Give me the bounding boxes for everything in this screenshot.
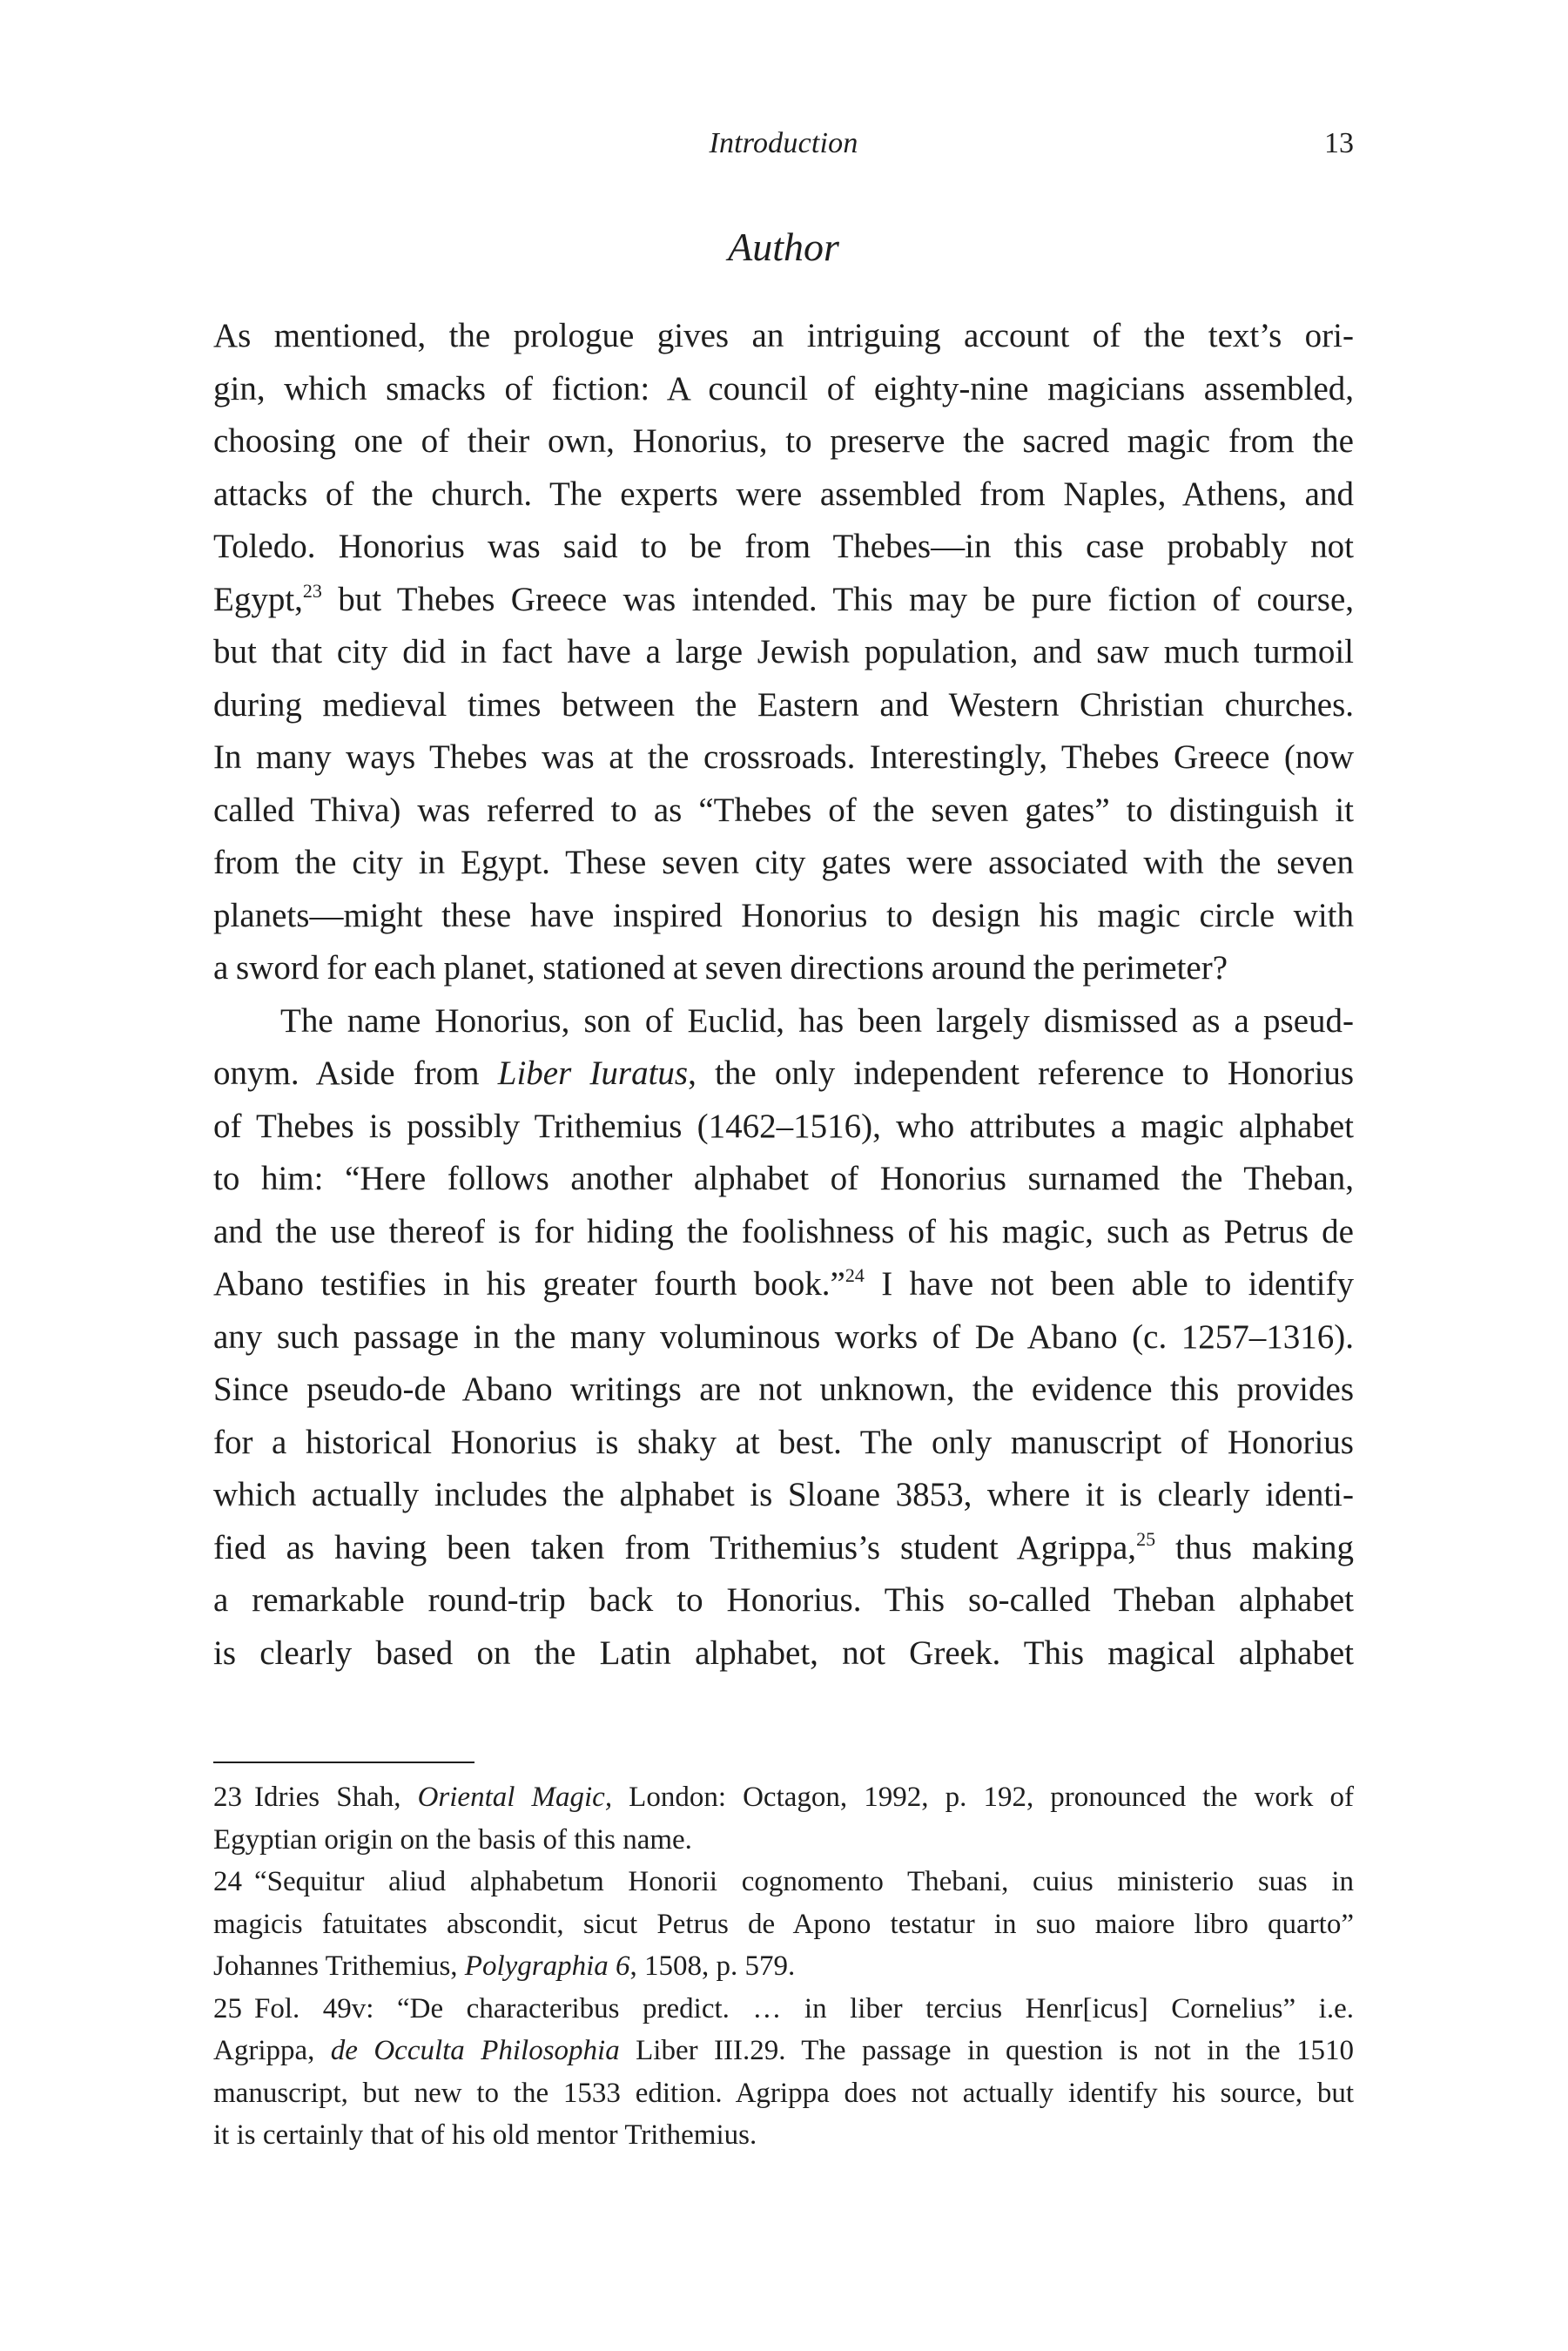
- footnote-number: 24: [213, 1866, 242, 1897]
- footnote-line-content: [213, 1819, 1354, 1862]
- text-run: to him: “Here follows another alphabet of Honorius surnamed the Theban,: [213, 1160, 1354, 1197]
- line-content: [213, 363, 1354, 416]
- text-run: attacks of the church. The experts were assembled from Naples, Athens, and: [213, 475, 1354, 513]
- text-run: Abano testifies in his greater fourth book.”: [213, 1265, 845, 1303]
- text-run: In many ways Thebes was at the crossroads. Interestingly, Thebes Greece (now: [213, 738, 1354, 776]
- text-run: which actually includes the alphabet is Sloane 3853, where it is clearly identi-: [213, 1476, 1354, 1513]
- text-run: magicis fatuitates abscondit, sicut Petrus de Apono testatur in suo maiore libro quarto”: [213, 1908, 1354, 1940]
- text-run: gin, which smacks of fiction: A council of eighty-nine magicians assembled,: [213, 369, 1354, 408]
- text-line: [213, 731, 1354, 785]
- text-line: [213, 1364, 1354, 1417]
- text-line: [213, 995, 1354, 1048]
- text-run: Egypt,: [213, 580, 303, 618]
- line-content: [213, 1627, 1354, 1681]
- text-line: [213, 837, 1354, 890]
- text-run: from the city in Egypt. These seven city gates were associated with the seven: [213, 844, 1354, 881]
- text-line: [213, 1469, 1354, 1522]
- footnote-reference[interactable]: 25: [1136, 1527, 1156, 1550]
- text-run: any such passage in the many voluminous works of De Abano (c. 1257–1316).: [213, 1317, 1354, 1356]
- text-line: [213, 679, 1354, 732]
- footnote-25: [213, 1988, 1354, 2157]
- italic-title: Oriental Magic,: [417, 1782, 613, 1813]
- text-line: [213, 310, 1354, 363]
- text-run: a sword for each planet, stationed at seven directions around the perimeter?: [213, 949, 1228, 987]
- text-run: thus making: [1155, 1528, 1354, 1566]
- footnote-line-content: [213, 2030, 1354, 2072]
- italic-title: de Occulta Philosophia: [330, 2035, 620, 2066]
- text-run: Liber III.29. The passage in question is not in the 1510: [619, 2035, 1355, 2066]
- line-content: [213, 1469, 1354, 1522]
- text-line: [213, 468, 1354, 522]
- footnote-separator-rule: [213, 1762, 474, 1763]
- footnote-line: [213, 1819, 1354, 1862]
- text-run: London: Octagon, 1992, p. 192, pronounced the work of: [612, 1782, 1354, 1813]
- line-content: [213, 731, 1354, 785]
- text-run: Toledo. Honorius was said to be from Thebes—in this case probably not: [213, 528, 1354, 565]
- text-line: [213, 785, 1354, 838]
- paragraph: [213, 995, 1354, 1681]
- text-run: for a historical Honorius is shaky at best. The only manuscript of Honorius: [213, 1423, 1354, 1461]
- text-run: Fol. 49v: “De characteribus predict. … in liber tercius Henr[icus] Cornelius” i.e.: [254, 1992, 1354, 2024]
- text-run: it is certainly that of his old mentor Trithemius.: [213, 2119, 757, 2151]
- footnote-24: [213, 1861, 1354, 1988]
- running-head: [213, 122, 1354, 165]
- text-line: [213, 1153, 1354, 1206]
- footnote-line-content: [213, 1988, 1354, 2031]
- running-head-title: Introduction: [709, 127, 858, 159]
- footnote-line: [213, 2114, 1354, 2157]
- section-heading: Author: [728, 225, 839, 269]
- text-run: fied as having been taken from Trithemius’s student Agrippa,: [213, 1528, 1137, 1566]
- text-line: [213, 1258, 1354, 1311]
- line-content: [213, 1153, 1354, 1206]
- footnote-line: [213, 1776, 1354, 1819]
- text-run: during medieval times between the Eastern and Western Christian churches.: [213, 685, 1354, 724]
- text-run: a remarkable round-trip back to Honorius. This so-called Theban alphabet: [213, 1581, 1354, 1619]
- footnote-line-content: [213, 2114, 1354, 2157]
- footnote-line-content: [213, 1903, 1354, 1946]
- page-number: 13: [1324, 127, 1354, 159]
- footnote-line: [213, 2072, 1354, 2115]
- line-content: [213, 785, 1354, 838]
- text-line: [213, 1048, 1354, 1101]
- line-content: [213, 1364, 1354, 1417]
- line-content: [213, 1101, 1354, 1154]
- line-content: [213, 415, 1354, 468]
- line-content: [213, 1258, 1354, 1311]
- footnotes: [213, 1776, 1354, 2157]
- paragraph: [213, 310, 1354, 995]
- text-run: The name Honorius, son of Euclid, has been largely dismissed as a pseud-: [280, 1001, 1354, 1040]
- footnote-line: [213, 1903, 1354, 1946]
- text-run: called Thiva) was referred to as “Thebes of the seven gates” to distinguish it: [213, 791, 1354, 829]
- text-run: is clearly based on the Latin alphabet, not Greek. This magical alphabet: [213, 1634, 1354, 1672]
- line-content: [213, 574, 1354, 627]
- italic-title: Polygraphia 6: [464, 1950, 630, 1982]
- text-line: [213, 415, 1354, 468]
- line-content: [213, 468, 1354, 522]
- text-line: [213, 1206, 1354, 1259]
- text-line: [213, 521, 1354, 574]
- footnote-line: [213, 1861, 1354, 1903]
- text-run: , the only independent reference to Honorius: [688, 1054, 1354, 1092]
- text-line: [213, 890, 1354, 943]
- text-line: [213, 626, 1354, 679]
- line-content: [213, 1574, 1354, 1627]
- text-run: Johannes Trithemius,: [213, 1950, 465, 1982]
- line-content: [280, 995, 1354, 1048]
- text-line: [213, 1522, 1354, 1575]
- footnote-line-content: [213, 1861, 1354, 1903]
- footnote-line: [213, 1988, 1354, 2031]
- italic-title: Liber Iuratus: [497, 1054, 689, 1092]
- text-run: As mentioned, the prologue gives an intriguing account of the text’s ori-: [213, 317, 1354, 354]
- text-line: [213, 942, 1354, 995]
- line-content: [213, 1311, 1354, 1364]
- line-content: [213, 626, 1354, 679]
- line-content: [213, 310, 1354, 363]
- text-run: of Thebes is possibly Trithemius (1462–1516), who attributes a magic alphabet: [213, 1107, 1354, 1145]
- line-content: [213, 942, 1354, 995]
- text-line: [213, 363, 1354, 416]
- footnote-line: [213, 1945, 1354, 1988]
- text-run: but that city did in fact have a large Jewish population, and saw much turmoil: [213, 633, 1354, 670]
- line-content: [213, 1522, 1354, 1575]
- footnote-number: 25: [213, 1992, 242, 2024]
- text-run: choosing one of their own, Honorius, to preserve the sacred magic from the: [213, 422, 1354, 460]
- line-content: [213, 837, 1354, 890]
- text-run: planets—might these have inspired Honorius to design his magic circle with: [213, 896, 1354, 934]
- line-content: [213, 679, 1354, 732]
- line-content: [213, 1417, 1354, 1470]
- line-content: [213, 1048, 1354, 1101]
- text-run: but Thebes Greece was intended. This may be pure fiction of course,: [321, 580, 1354, 618]
- footnote-line-content: [213, 1945, 1354, 1988]
- line-content: [213, 521, 1354, 574]
- footnote-reference[interactable]: 23: [302, 579, 322, 602]
- text-run: Egyptian origin on the basis of this name.: [213, 1823, 692, 1856]
- text-line: [213, 1627, 1354, 1681]
- footnote-line-content: [213, 2072, 1354, 2115]
- text-run: “Sequitur aliud alphabetum Honorii cognomento Thebani, cuius ministerio suas in: [254, 1866, 1354, 1897]
- footnote-line-content: [213, 1776, 1354, 1819]
- footnote-reference[interactable]: 24: [845, 1264, 865, 1286]
- text-line: [213, 1311, 1354, 1364]
- text-run: Idries Shah,: [254, 1782, 418, 1813]
- text-run: I have not been able to identify: [864, 1265, 1354, 1303]
- text-run: onym. Aside from: [213, 1054, 498, 1092]
- text-line: [213, 574, 1354, 627]
- line-content: [213, 1206, 1354, 1259]
- footnote-number: 23: [213, 1782, 242, 1813]
- text-line: [213, 1101, 1354, 1154]
- line-content: [213, 890, 1354, 943]
- footnote-23: [213, 1776, 1354, 1861]
- text-run: and the use thereof is for hiding the foolishness of his magic, such as Petrus de: [213, 1212, 1354, 1250]
- text-run: Since pseudo-de Abano writings are not unknown, the evidence this provides: [213, 1371, 1354, 1408]
- text-run: Agrippa,: [213, 2035, 331, 2066]
- text-run: manuscript, but new to the 1533 edition. Agrippa does not actually identify his source, but: [213, 2077, 1354, 2109]
- body-text: [213, 310, 1354, 1680]
- footnote-line: [213, 2030, 1354, 2072]
- text-line: [213, 1417, 1354, 1470]
- text-run: , 1508, p. 579.: [629, 1950, 796, 1982]
- text-line: [213, 1574, 1354, 1627]
